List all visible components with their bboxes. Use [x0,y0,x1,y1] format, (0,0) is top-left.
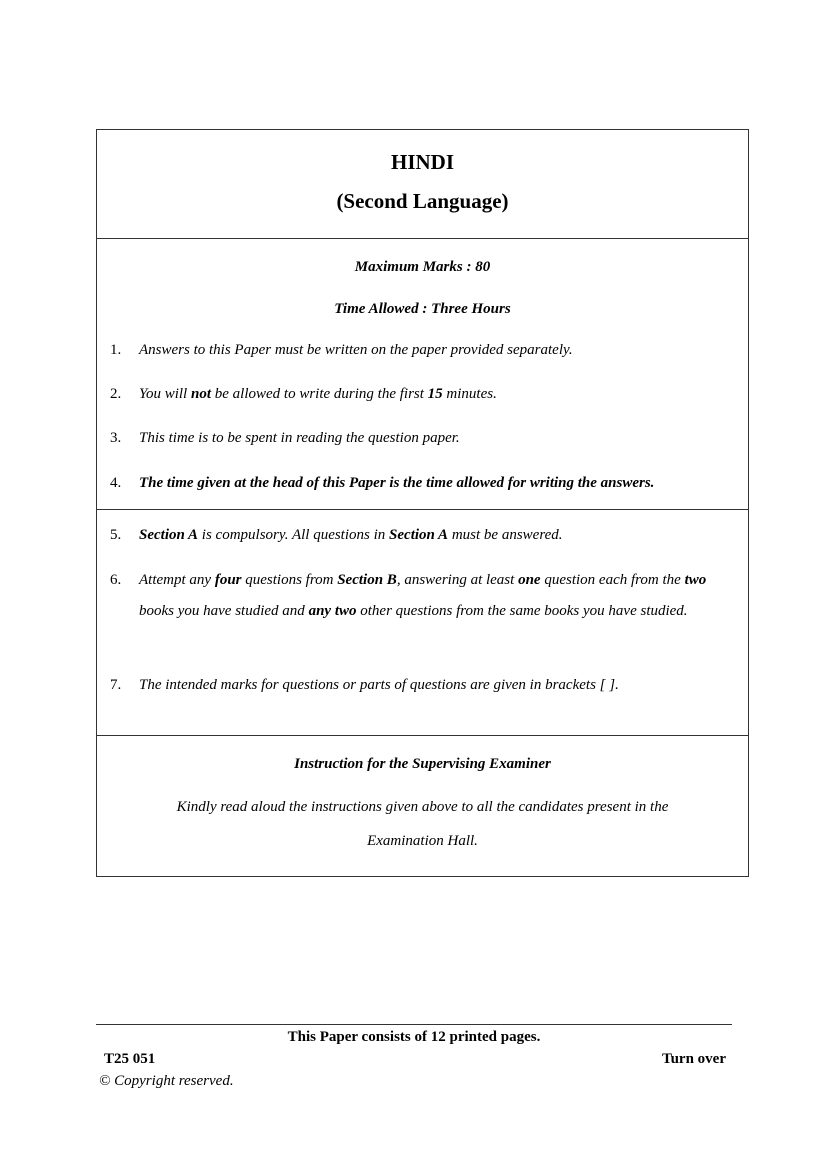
turn-over: Turn over [661,1051,726,1067]
time-allowed: Time Allowed : Three Hours [334,301,511,317]
copyright: © Copyright reserved. [99,1073,234,1089]
subject-subtitle: (Second Language) [336,189,509,213]
instruction-5: 5. Section A is compulsory. All questions in Section A must be answered. [110,520,728,551]
instruction-text: The intended marks for questions or parts of questions are given in brackets [ ]. [139,677,619,693]
paper-code: T25 051 [104,1051,156,1067]
examiner-heading: Instruction for the Supervising Examiner [294,756,551,772]
instruction-7: 7. The intended marks for questions or parts of questions are given in brackets [ ]. [110,670,728,701]
page-count: This Paper consists of 12 printed pages. [287,1029,541,1045]
instruction-3: 3. This time is to be spent in reading the question paper. [110,423,728,454]
divider [97,735,748,736]
instruction-text: Section A is compulsory. All questions in Section A must be answered. [139,527,563,543]
divider [97,509,748,510]
instruction-text: Answers to this Paper must be written on the paper provided separately. [139,342,573,358]
instruction-text: The time given at the head of this Paper is the time allowed for writing the answers. [139,475,655,491]
instruction-text: You will not be allowed to write during the first 15 minutes. [139,386,497,402]
instruction-1: 1. Answers to this Paper must be written on the paper provided separately. [110,335,728,366]
instruction-4: 4. The time given at the head of this Paper is the time allowed for writing the answers. [110,468,728,499]
instruction-2: 2. You will not be allowed to write during the first 15 minutes. [110,379,728,410]
instruction-6: 6. Attempt any four questions from Section B, answering at least one question each from the two books you have studied and any two other questions from the same books you have studied. [110,565,728,627]
examiner-text-line2: Examination Hall. [367,833,478,849]
instruction-text: This time is to be spent in reading the question paper. [139,430,460,446]
max-marks: Maximum Marks : 80 [354,259,491,275]
instruction-text: Attempt any four questions from Section B, answering at least one question each from the two books you have studied and any two other questions from the same books you have studied. [139,572,707,619]
footer-divider [96,1024,732,1025]
instructions-box [96,129,749,877]
subject-title: HINDI [390,150,454,174]
divider [97,238,748,239]
examiner-text-line1: Kindly read aloud the instructions given above to all the candidates present in the [176,799,669,815]
